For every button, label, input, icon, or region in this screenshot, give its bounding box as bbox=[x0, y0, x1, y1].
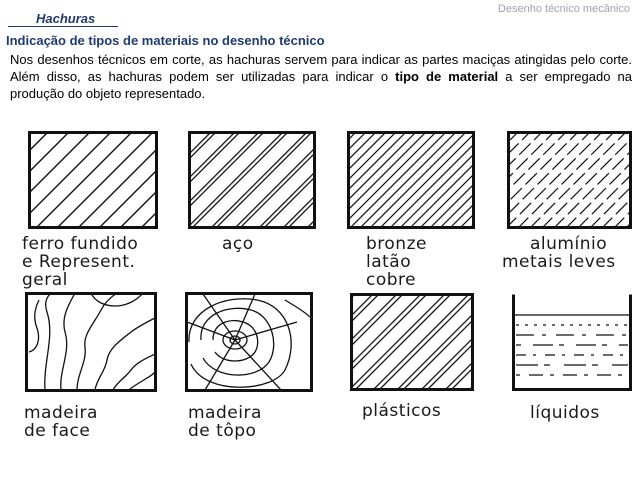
hatch-line bbox=[349, 131, 447, 229]
label-line: líquidos bbox=[530, 403, 600, 423]
label-plasticos bbox=[362, 402, 441, 420]
hatch-line bbox=[188, 131, 241, 229]
hatch-line bbox=[420, 293, 474, 391]
hatch-line bbox=[565, 131, 632, 229]
hatch-line bbox=[507, 131, 531, 229]
label-bronze bbox=[366, 235, 427, 289]
label-liquidos bbox=[530, 404, 600, 422]
intro-bold-term: tipo de material bbox=[395, 69, 499, 84]
label-madeira-face bbox=[24, 404, 98, 440]
hatch-ferro-fundido bbox=[28, 131, 158, 229]
label-line: metais leves bbox=[502, 252, 616, 272]
label-line: plásticos bbox=[362, 401, 442, 421]
label-line: e Represent. bbox=[22, 252, 136, 272]
label-line: alumínio bbox=[530, 234, 608, 254]
hatch-line bbox=[350, 293, 398, 391]
hatch-madeira-topo bbox=[185, 292, 313, 392]
hatch-line bbox=[517, 131, 615, 229]
hatch-liquidos bbox=[512, 293, 632, 391]
hatch-line bbox=[35, 131, 133, 229]
hatch-aco bbox=[188, 131, 316, 229]
section-title: Hachuras bbox=[36, 11, 96, 26]
hatch-madeira-face bbox=[25, 292, 157, 392]
hatch-line bbox=[372, 293, 470, 391]
label-line: latão bbox=[366, 252, 412, 272]
course-title: Desenho técnico mecânico bbox=[497, 3, 630, 15]
hatch-line bbox=[28, 131, 91, 229]
intro-text-part2: a ser empregado na produção do objeto representado. bbox=[10, 69, 632, 101]
intro-paragraph bbox=[10, 51, 632, 102]
section-tab bbox=[8, 11, 118, 27]
hatch-line bbox=[507, 131, 555, 229]
hatch-line bbox=[258, 131, 316, 229]
hatch-line bbox=[28, 131, 49, 229]
hatch-line bbox=[210, 131, 308, 229]
hatch-plasticos bbox=[350, 293, 474, 391]
hatch-line bbox=[369, 131, 467, 229]
hatch-line bbox=[215, 131, 313, 229]
intro-text-part1: Nos desenhos técnicos em corte, as hachuras servem para indicar as partes maciças atingidas pelo corte. Além disso, as hachuras podem ser utilizadas para indicar o bbox=[10, 52, 632, 84]
label-line: de face bbox=[24, 421, 91, 441]
label-aluminio bbox=[502, 235, 616, 271]
hatch-line bbox=[347, 131, 427, 229]
hatch-line bbox=[529, 131, 627, 229]
label-line: madeira bbox=[188, 403, 262, 423]
label-line: geral bbox=[22, 270, 68, 290]
hatch-line bbox=[601, 131, 632, 229]
hatch-line bbox=[350, 293, 404, 391]
hatch-line bbox=[263, 131, 316, 229]
hatch-line bbox=[56, 131, 154, 229]
label-line: bronze bbox=[366, 234, 427, 254]
hatch-line bbox=[191, 131, 289, 229]
hatch-line bbox=[379, 131, 475, 229]
hatch-line bbox=[98, 131, 158, 229]
label-line: madeira bbox=[24, 403, 98, 423]
hatch-line bbox=[426, 293, 474, 391]
hatch-line bbox=[507, 131, 603, 229]
label-ferro-fundido bbox=[22, 235, 138, 289]
label-aco bbox=[222, 235, 254, 253]
label-madeira-topo bbox=[188, 404, 262, 440]
label-line: de tôpo bbox=[188, 421, 257, 441]
hatch-line bbox=[359, 131, 457, 229]
label-line: ferro fundido bbox=[22, 234, 139, 254]
hatch-line bbox=[354, 293, 452, 391]
hatch-bronze bbox=[347, 131, 475, 229]
page-subtitle: Indicação de tipos de materiais no desenho técnico bbox=[6, 33, 325, 48]
hatch-aluminio bbox=[507, 131, 632, 229]
hatch-line bbox=[507, 131, 543, 229]
label-line: cobre bbox=[366, 270, 417, 290]
label-line: aço bbox=[222, 234, 254, 254]
